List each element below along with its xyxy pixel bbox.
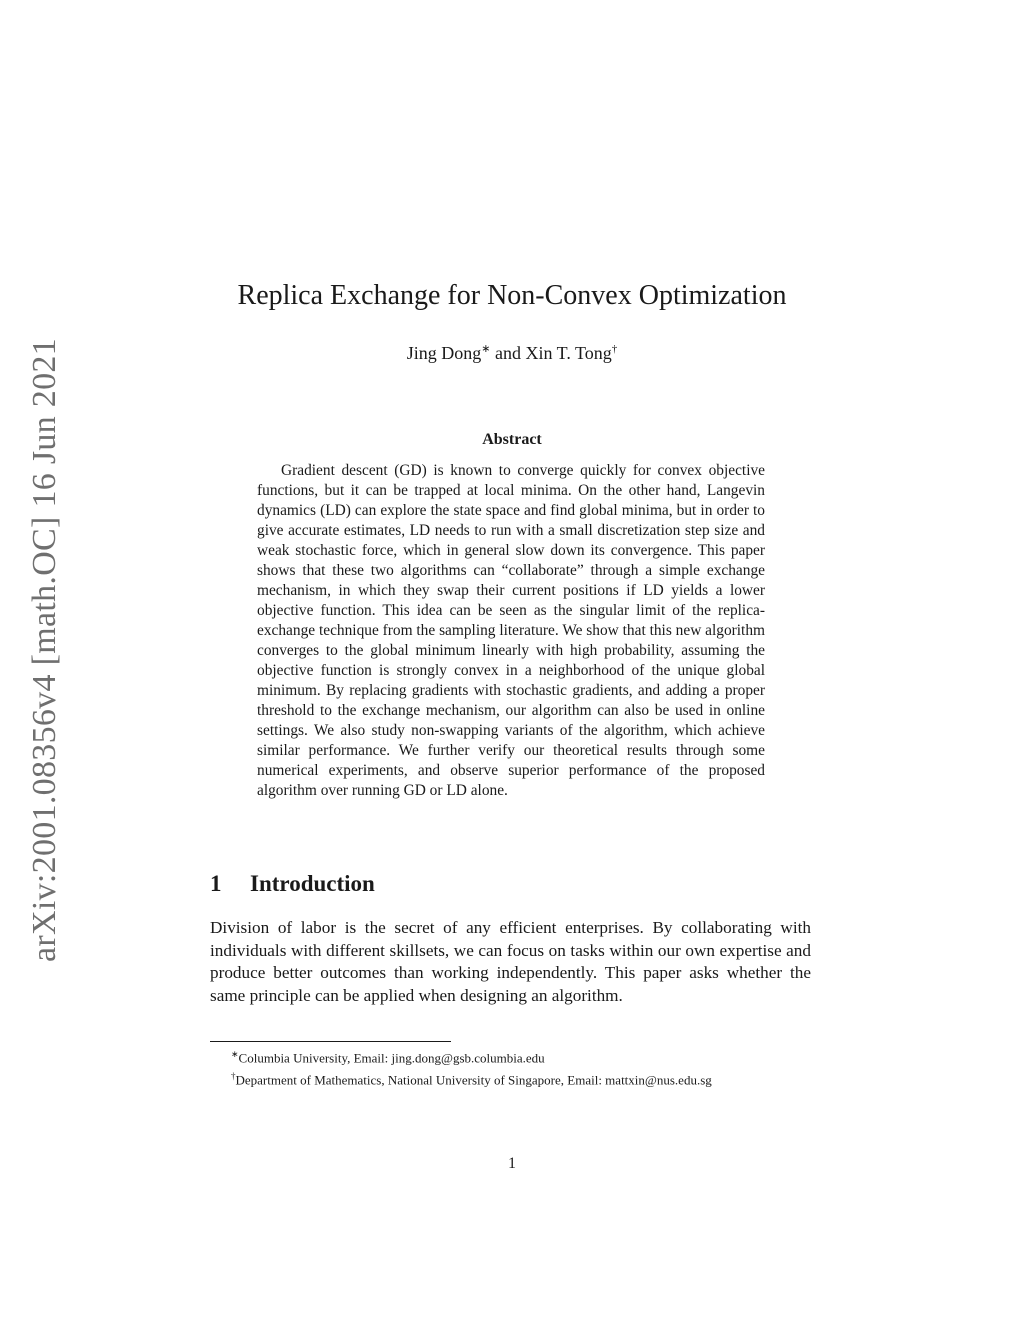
arxiv-identifier-stamp: arXiv:2001.08356v4 [math.OC] 16 Jun 2021 [26, 338, 63, 962]
footnote-mark: ∗ [231, 1049, 239, 1059]
author-affiliation-mark: † [611, 343, 618, 355]
author-connector: and [490, 343, 526, 363]
author-affiliation-mark: ∗ [481, 343, 491, 355]
section-number: 1 [210, 871, 222, 896]
introduction-paragraph: Division of labor is the secret of any efficient enterprises. By collaborating with individuals with different skillsets, we can focus on tasks within our own expertise and produce better outcomes than working independently. This paper asks whether the same principle can be applied when designing an algorithm. [210, 918, 811, 1005]
paper-title: Replica Exchange for Non-Convex Optimization [237, 280, 787, 311]
page-number: 1 [508, 1155, 516, 1172]
footnote-mark: † [231, 1071, 236, 1082]
abstract-heading: Abstract [482, 431, 542, 448]
author-name: Xin T. Tong [525, 343, 612, 363]
author-line [0, 342, 1024, 364]
footnote-text: Columbia University, Email: jing.dong@gsb.columbia.edu [238, 1050, 545, 1066]
footnote [210, 1067, 811, 1089]
footnote [210, 1045, 811, 1067]
author-name: Jing Dong [406, 343, 482, 363]
footnotes [210, 1045, 811, 1090]
section-title: Introduction [250, 871, 375, 896]
abstract-body: Gradient descent (GD) is known to converge quickly for convex objective functions, but it can be trapped at local minima. On the other hand, Langevin dynamics (LD) can explore the state space and find global minima, but in order to give accurate estimates, LD needs to run with a small discretization step size and weak stochastic force, which in general slow down its convergence. This paper shows that these two algorithms can “collaborate” through a simple exchange mechanism, in which they swap their current positions if LD yields a lower objective function. This idea can be seen as the singular limit of the replica-exchange technique from the sampling literature. We show that this new algorithm converges to the global minimum linearly with high probability, assuming the objective function is strongly convex in a neighborhood of the unique global minimum. By replacing gradients with stochastic gradients, and adding a proper threshold to the exchange mechanism, our algorithm can also be used in online settings. We also study non-swapping variants of the algorithm, which achieve similar performance. We further verify our theoretical results through some numerical experiments, and observe superior performance of the proposed algorithm over running GD or LD alone. [257, 462, 765, 799]
section-heading [210, 871, 375, 897]
footnote-divider [210, 1041, 451, 1042]
footnote-text: Department of Mathematics, National University of Singapore, Email: mattxin@nus.edu.sg [235, 1072, 712, 1088]
